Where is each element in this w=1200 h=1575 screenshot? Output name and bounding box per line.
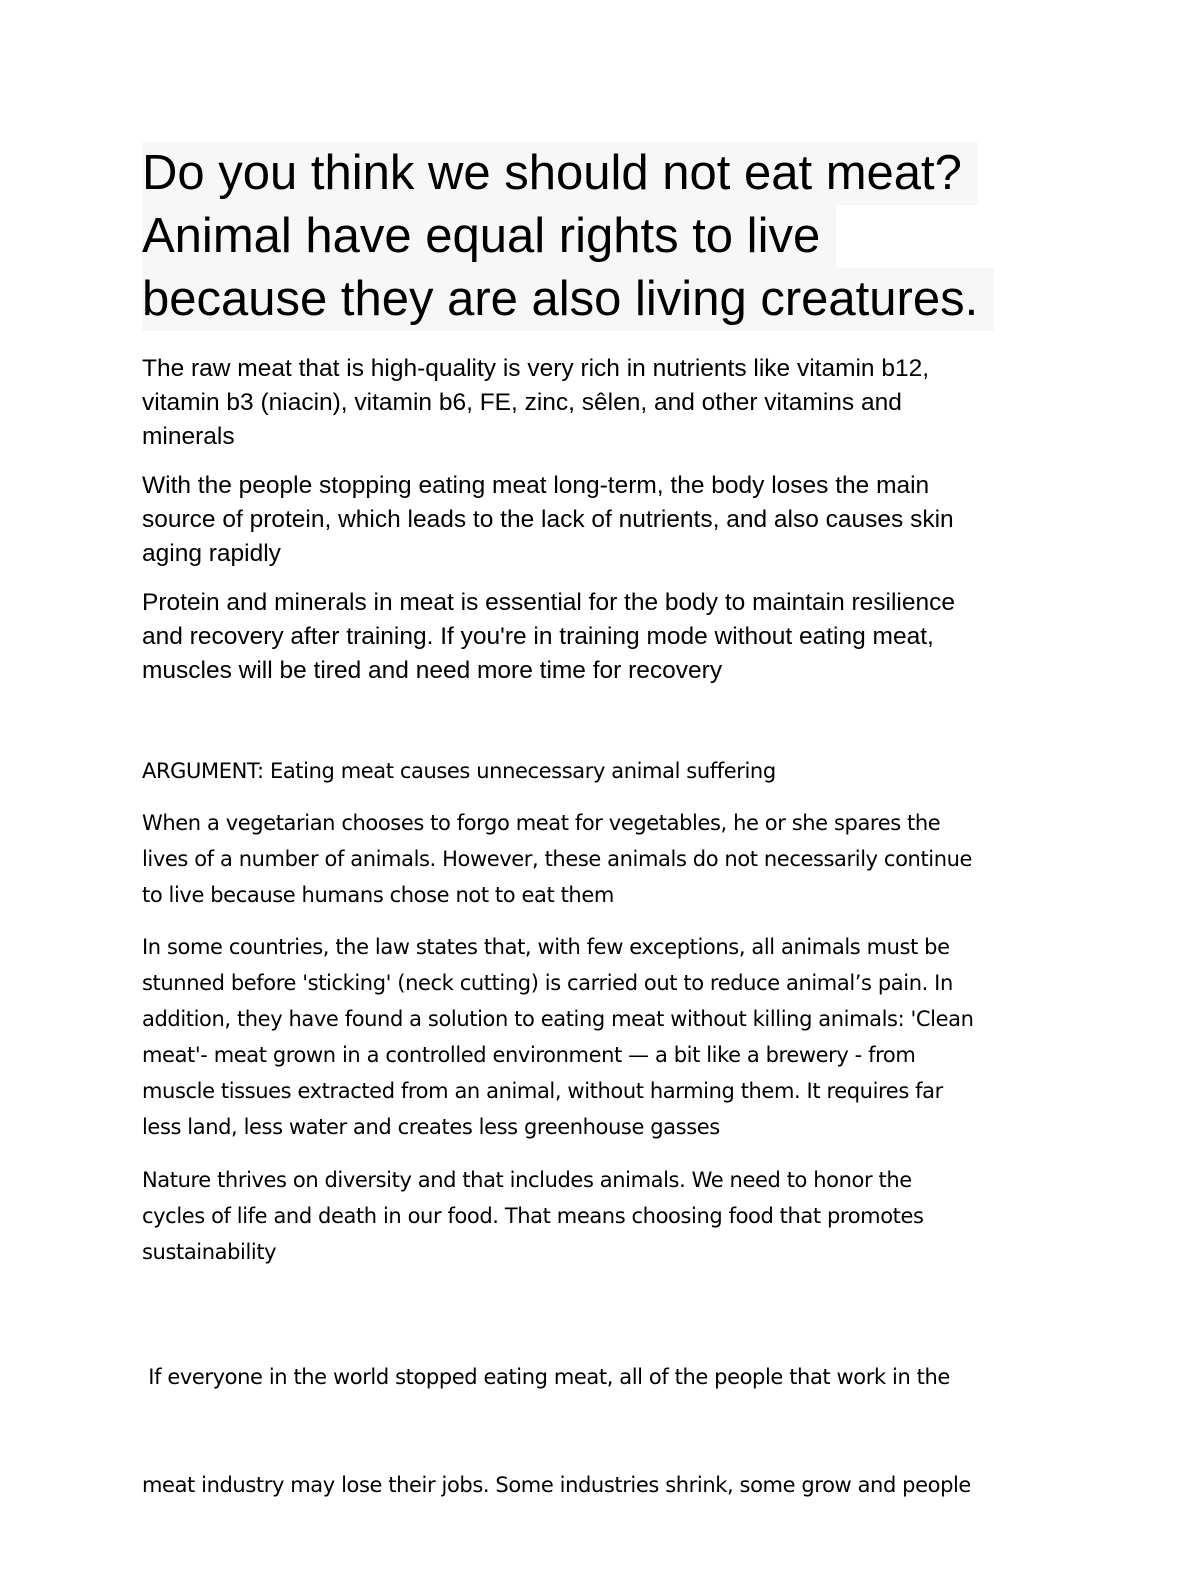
paragraph-line: vitamin b3 (niacin), vitamin b6, FE, zinc, sêlen, and other vitamins and [142,389,902,416]
law-paragraph [142,929,1072,1145]
title-line: Animal have equal rights to live [142,205,836,268]
title-line: Do you think we should not eat meat? [142,142,978,205]
paragraph-line: sustainability [142,1240,277,1264]
nature-paragraph [142,1162,1072,1270]
paragraph-line: If everyone in the world stopped eating meat, all of the people that work in the [142,1365,950,1389]
paragraph-line: Protein and minerals in meat is essential for the body to maintain resilience [142,589,955,616]
paragraph-line: meat industry may lose their jobs. Some industries shrink, some grow and people [142,1473,971,1497]
paragraph-line: meat'- meat grown in a controlled environment — a bit like a brewery - from [142,1043,916,1067]
vegetarian-paragraph [142,805,1072,913]
training-paragraph [142,586,1072,688]
paragraph-line: aging rapidly [142,540,281,567]
jobs-paragraph [142,1287,1072,1575]
paragraph-line: muscles will be tired and need more time for recovery [142,657,723,684]
paragraph-line: source of protein, which leads to the lack of nutrients, and also causes skin [142,506,954,533]
paragraph-line: When a vegetarian chooses to forgo meat for vegetables, he or she spares the [142,811,941,835]
paragraph-line: addition, they have found a solution to eating meat without killing animals: 'Clean [142,1007,974,1031]
paragraph-line: With the people stopping eating meat long-term, the body loses the main [142,472,930,499]
paragraph-line: Nature thrives on diversity and that includes animals. We need to honor the [142,1168,912,1192]
paragraph-line: cycles of life and death in our food. That means choosing food that promotes [142,1204,924,1228]
document-title [142,142,1102,331]
paragraph-line: muscle tissues extracted from an animal, without harming them. It requires far [142,1079,943,1103]
title-line: because they are also living creatures. [142,268,994,331]
paragraph-line: minerals [142,423,235,450]
paragraph-line: The raw meat that is high-quality is very rich in nutrients like vitamin b12, [142,355,930,382]
heading-line: ARGUMENT: Eating meat causes unnecessary animal suffering [142,759,776,783]
paragraph-line: and recovery after training. If you're in training mode without eating meat, [142,623,934,650]
protein-loss-paragraph [142,469,1072,571]
paragraph-line: stunned before 'sticking' (neck cutting) is carried out to reduce animal’s pain. In [142,971,953,995]
paragraph-line: lives of a number of animals. However, these animals do not necessarily continue [142,847,973,871]
argument-heading [142,753,1072,789]
paragraph-line: to live because humans chose not to eat them [142,883,614,907]
paragraph-line: In some countries, the law states that, with few exceptions, all animals must be [142,935,950,959]
paragraph-line: less land, less water and creates less greenhouse gasses [142,1115,720,1139]
nutrients-paragraph [142,352,1072,454]
